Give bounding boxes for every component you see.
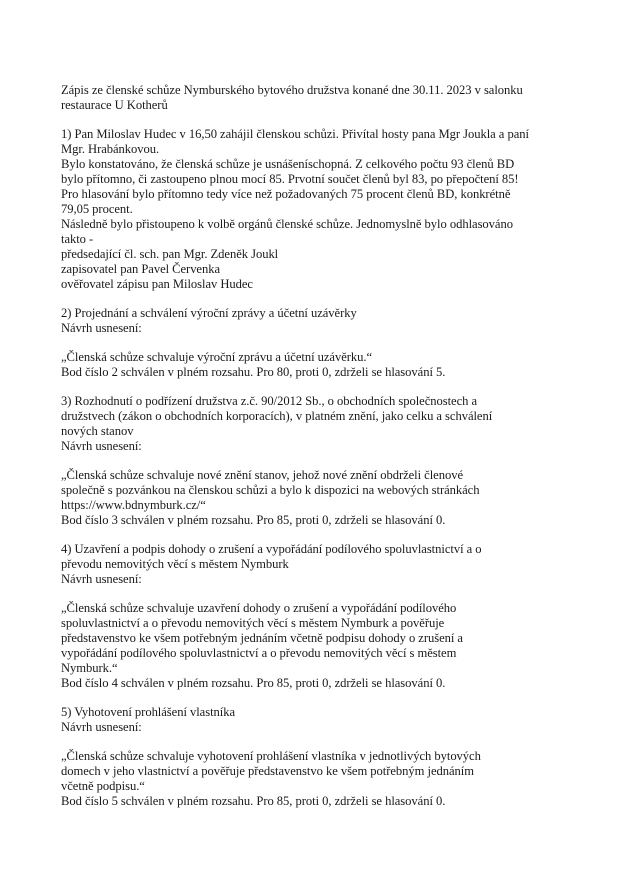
document-title-line-1: Zápis ze členské schůze Nymburského bytového družstva konané dne 30.11. 2023 v salonku [61, 83, 523, 97]
verifier-line: ověřovatel zápisu pan Miloslav Hudec [61, 277, 253, 291]
section-2-resolution: „Členská schůze schvaluje výroční zprávu a účetní uzávěrku.“ [61, 350, 373, 364]
section-4-resolution: Nymburk.“ [61, 661, 118, 675]
section-3-proposal-label: Návrh usnesení: [61, 439, 142, 453]
section-4-resolution: „Členská schůze schvaluje uzavření dohody o zrušení a vypořádání podílového [61, 601, 457, 615]
section-5-resolution: domech v jeho vlastnictví a pověřuje představenstvo ke všem potřebným jednáním [61, 764, 474, 778]
section-4-line: převodu nemovitých věcí s městem Nymburk [61, 557, 289, 571]
section-4-resolution: spoluvlastnictví a o převodu nemovitých věcí s městem Nymburk a pověřuje [61, 616, 445, 630]
section-3-line: družstvech (zákon o obchodních korporacích), v platném znění, jako celku a schválení [61, 409, 493, 423]
section-1-line: Mgr. Hrabánkovou. [61, 142, 160, 156]
section-3-heading: 3) Rozhodnutí o podřízení družstva z.č. 90/2012 Sb., o obchodních společnostech a [61, 394, 478, 408]
section-1-line: Bylo konstatováno, že členská schůze je usnášeníschopná. Z celkového počtu 93 členů BD [61, 157, 515, 171]
section-4-resolution: vypořádání podílového spoluvlastnictví a o převodu nemovitých věcí s městem [61, 646, 457, 660]
section-1-line: bylo přítomno, či zastoupeno plnou mocí 85. Prvotní součet členů byl 83, po přepočtení 85! [61, 172, 519, 186]
section-5-resolution: včetně podpisu.“ [61, 779, 145, 793]
section-2-heading: 2) Projednání a schválení výroční zprávy a účetní uzávěrky [61, 306, 357, 320]
section-2-proposal-label: Návrh usnesení: [61, 321, 142, 335]
section-5-resolution: „Členská schůze schvaluje vyhotovení prohlášení vlastníka v jednotlivých bytových [61, 749, 481, 763]
section-3-vote-result: Bod číslo 3 schválen v plném rozsahu. Pro 85, proti 0, zdrželi se hlasování 0. [61, 513, 446, 527]
section-1-line: takto - [61, 232, 94, 246]
chairperson-line: předsedající čl. sch. pan Mgr. Zdeněk Joukl [61, 247, 279, 261]
section-4-proposal-label: Návrh usnesení: [61, 572, 142, 586]
section-1-heading: 1) Pan Miloslav Hudec v 16,50 zahájil členskou schůzi. Přivítal hosty pana Mgr Joukla a paní [61, 127, 529, 141]
section-4-resolution: představenstvo ke všem potřebným jednáním včetně podpisu dohody o zrušení a [61, 631, 463, 645]
section-1-line: Pro hlasování bylo přítomno tedy více než požadovaných 75 procent členů BD, konkrétně [61, 187, 511, 201]
recorder-line: zapisovatel pan Pavel Červenka [61, 262, 221, 276]
section-3-resolution: společně s pozvánkou na členskou schůzi a bylo k dispozici na webových stránkách [61, 483, 480, 497]
section-2-vote-result: Bod číslo 2 schválen v plném rozsahu. Pro 80, proti 0, zdrželi se hlasování 5. [61, 365, 446, 379]
section-4-vote-result: Bod číslo 4 schválen v plném rozsahu. Pro 85, proti 0, zdrželi se hlasování 0. [61, 676, 446, 690]
section-1-line: Následně bylo přistoupeno k volbě orgánů členské schůze. Jednomyslně bylo odhlasováno [61, 217, 513, 231]
website-url: https://www.bdnymburk.cz/“ [61, 498, 206, 512]
section-1-line: 79,05 procent. [61, 202, 133, 216]
section-5-heading: 5) Vyhotovení prohlášení vlastníka [61, 705, 236, 719]
section-5-vote-result: Bod číslo 5 schválen v plném rozsahu. Pro 85, proti 0, zdrželi se hlasování 0. [61, 794, 446, 808]
section-3-resolution: „Členská schůze schvaluje nové znění stanov, jehož nové znění obdrželi členové [61, 468, 463, 482]
section-4-heading: 4) Uzavření a podpis dohody o zrušení a vypořádání podílového spoluvlastnictví a o [61, 542, 482, 556]
section-3-line: nových stanov [61, 424, 134, 438]
document-title-line-2: restaurace U Kotherů [61, 98, 168, 112]
section-5-proposal-label: Návrh usnesení: [61, 720, 142, 734]
